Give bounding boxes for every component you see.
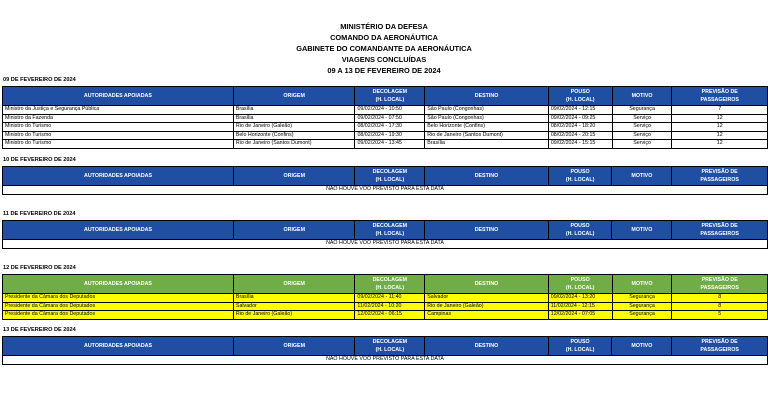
cell-decolagem: 09/02/2024 - 10:50 bbox=[355, 106, 425, 115]
cell-origem: Salvador bbox=[233, 302, 355, 311]
cell-decolagem: 11/02/2024 - 10:20 bbox=[355, 302, 425, 311]
cell-origem: Rio de Janeiro (Galeão) bbox=[233, 123, 355, 132]
cell-motivo: Serviço bbox=[612, 123, 672, 132]
section-date-label: 12 DE FEVEREIRO DE 2024 bbox=[3, 265, 76, 271]
cell-motivo: Segurança bbox=[612, 294, 672, 303]
flights-table bbox=[2, 220, 768, 249]
cell-origem: Brasília bbox=[233, 294, 355, 303]
cell-decolagem: 09/02/2024 - 11:40 bbox=[355, 294, 425, 303]
header-line-command: COMANDO DA AERONÁUTICA bbox=[330, 33, 438, 42]
col-previsao: PREVISÃO DE PASSAGEIROS bbox=[672, 167, 768, 186]
col-origem: ORIGEM bbox=[234, 221, 355, 240]
no-flight-message: NÃO HOUVE VOO PREVISTO PARA ESTA DATA bbox=[3, 186, 768, 195]
col-decolagem: DECOLAGEM (H. LOCAL) bbox=[355, 275, 425, 294]
document-header bbox=[0, 21, 768, 76]
cell-pouso: 09/02/2024 - 09:25 bbox=[548, 114, 612, 123]
col-destino: DESTINO bbox=[425, 275, 549, 294]
cell-passageiros: 5 bbox=[672, 311, 768, 320]
cell-destino: Salvador bbox=[425, 294, 549, 303]
cell-motivo: Segurança bbox=[612, 302, 672, 311]
col-decolagem: DECOLAGEM (H. LOCAL) bbox=[355, 221, 425, 240]
col-pouso: POUSO (H. LOCAL) bbox=[548, 275, 612, 294]
header-line-ministry: MINISTÉRIO DA DEFESA bbox=[340, 22, 428, 31]
col-decolagem: DECOLAGEM (H. LOCAL) bbox=[355, 87, 425, 106]
cell-destino: Brasília bbox=[425, 140, 549, 149]
col-autoridades: AUTORIDADES APOIADAS bbox=[3, 167, 234, 186]
col-origem: ORIGEM bbox=[233, 87, 355, 106]
section-date-label: 10 DE FEVEREIRO DE 2024 bbox=[3, 157, 76, 163]
table-header-row bbox=[3, 275, 768, 294]
cell-destino: Belo Horizonte (Confins) bbox=[425, 123, 549, 132]
col-motivo: MOTIVO bbox=[612, 87, 672, 106]
flights-table bbox=[2, 336, 768, 365]
col-origem: ORIGEM bbox=[234, 337, 355, 356]
cell-origem: Belo Horizonte (Confins) bbox=[233, 131, 355, 140]
table-row bbox=[3, 114, 768, 123]
col-pouso: POUSO (H. LOCAL) bbox=[548, 167, 612, 186]
table-row bbox=[3, 106, 768, 115]
table-header-row bbox=[3, 87, 768, 106]
cell-autoridade: Ministro da Justiça e Segurança Pública bbox=[3, 106, 234, 115]
cell-passageiros: 7 bbox=[672, 106, 768, 115]
cell-autoridade: Ministro do Turismo bbox=[3, 140, 234, 149]
cell-pouso: 12/02/2024 - 07:05 bbox=[548, 311, 612, 320]
col-origem: ORIGEM bbox=[233, 275, 355, 294]
col-decolagem: DECOLAGEM (H. LOCAL) bbox=[355, 337, 425, 356]
col-previsao: PREVISÃO DE PASSAGEIROS bbox=[672, 337, 768, 356]
cell-pouso: 09/02/2024 - 15:15 bbox=[548, 140, 612, 149]
flights-table bbox=[2, 274, 768, 320]
cell-autoridade: Ministro da Fazenda bbox=[3, 114, 234, 123]
section-date-label: 09 DE FEVEREIRO DE 2024 bbox=[3, 77, 76, 83]
cell-origem: Rio de Janeiro (Santos Dumont) bbox=[233, 140, 355, 149]
cell-autoridade: Ministro do Turismo bbox=[3, 123, 234, 132]
no-flight-message: NÃO HOUVE VOO PREVISTO PARA ESTA DATA bbox=[3, 240, 768, 249]
section-date-label: 11 DE FEVEREIRO DE 2024 bbox=[3, 211, 76, 217]
col-destino: DESTINO bbox=[425, 167, 548, 186]
col-pouso: POUSO (H. LOCAL) bbox=[548, 221, 612, 240]
table-row bbox=[3, 131, 768, 140]
col-autoridades: AUTORIDADES APOIADAS bbox=[3, 275, 234, 294]
col-previsao: PREVISÃO DE PASSAGEIROS bbox=[672, 275, 768, 294]
cell-pouso: 09/02/2024 - 12:15 bbox=[548, 106, 612, 115]
cell-passageiros: 12 bbox=[672, 114, 768, 123]
table-row bbox=[3, 123, 768, 132]
table-header-row bbox=[3, 167, 768, 186]
col-pouso: POUSO (H. LOCAL) bbox=[548, 87, 612, 106]
cell-destino: Rio de Janeiro (Galeão) bbox=[425, 302, 549, 311]
flights-table bbox=[2, 86, 768, 149]
cell-destino: Rio de Janeiro (Santos Dumont) bbox=[425, 131, 549, 140]
cell-autoridade: Presidente da Câmara dos Deputados bbox=[3, 302, 234, 311]
cell-passageiros: 12 bbox=[672, 131, 768, 140]
col-motivo: MOTIVO bbox=[612, 275, 672, 294]
cell-origem: Rio de Janeiro (Galeão) bbox=[233, 311, 355, 320]
col-autoridades: AUTORIDADES APOIADAS bbox=[3, 337, 234, 356]
cell-decolagem: 12/02/2024 - 06:15 bbox=[355, 311, 425, 320]
col-origem: ORIGEM bbox=[234, 167, 355, 186]
section-date-label: 13 DE FEVEREIRO DE 2024 bbox=[3, 327, 76, 333]
cell-pouso: 08/02/2024 - 20:15 bbox=[548, 131, 612, 140]
table-header-row bbox=[3, 337, 768, 356]
cell-decolagem: 08/02/2024 - 17:30 bbox=[355, 123, 425, 132]
table-row bbox=[3, 294, 768, 303]
col-motivo: MOTIVO bbox=[612, 337, 672, 356]
cell-decolagem: 09/02/2024 - 13:45 bbox=[355, 140, 425, 149]
table-row bbox=[3, 311, 768, 320]
cell-autoridade: Presidente da Câmara dos Deputados bbox=[3, 311, 234, 320]
col-autoridades: AUTORIDADES APOIADAS bbox=[3, 221, 234, 240]
cell-origem: Brasília bbox=[233, 114, 355, 123]
header-line-cabinet: GABINETE DO COMANDANTE DA AERONÁUTICA bbox=[296, 44, 472, 53]
col-motivo: MOTIVO bbox=[612, 167, 672, 186]
table-header-row bbox=[3, 221, 768, 240]
cell-passageiros: 12 bbox=[672, 140, 768, 149]
cell-autoridade: Ministro do Turismo bbox=[3, 131, 234, 140]
cell-motivo: Segurança bbox=[612, 311, 672, 320]
col-destino: DESTINO bbox=[425, 337, 548, 356]
cell-passageiros: 8 bbox=[672, 302, 768, 311]
cell-pouso: 09/02/2024 - 13:20 bbox=[548, 294, 612, 303]
cell-decolagem: 09/02/2024 - 07:50 bbox=[355, 114, 425, 123]
cell-motivo: Serviço bbox=[612, 114, 672, 123]
col-destino: DESTINO bbox=[425, 221, 548, 240]
cell-motivo: Segurança bbox=[612, 106, 672, 115]
col-previsao: PREVISÃO DE PASSAGEIROS bbox=[672, 87, 768, 106]
cell-destino: Campinas bbox=[425, 311, 549, 320]
cell-origem: Brasília bbox=[233, 106, 355, 115]
col-destino: DESTINO bbox=[425, 87, 549, 106]
cell-pouso: 08/02/2024 - 18:20 bbox=[548, 123, 612, 132]
header-line-period: 09 A 13 DE FEVEREIRO DE 2024 bbox=[327, 66, 441, 75]
flights-table bbox=[2, 166, 768, 195]
table-row bbox=[3, 140, 768, 149]
cell-autoridade: Presidente da Câmara dos Deputados bbox=[3, 294, 234, 303]
col-decolagem: DECOLAGEM (H. LOCAL) bbox=[355, 167, 425, 186]
col-previsao: PREVISÃO DE PASSAGEIROS bbox=[672, 221, 768, 240]
col-pouso: POUSO (H. LOCAL) bbox=[548, 337, 612, 356]
no-flight-message: NÃO HOUVE VOO PREVISTO PARA ESTA DATA bbox=[3, 356, 768, 365]
col-autoridades: AUTORIDADES APOIADAS bbox=[3, 87, 234, 106]
cell-motivo: Serviço bbox=[612, 140, 672, 149]
cell-destino: São Paulo (Congonhas) bbox=[425, 106, 549, 115]
cell-passageiros: 12 bbox=[672, 123, 768, 132]
cell-destino: São Paulo (Congonhas) bbox=[425, 114, 549, 123]
cell-decolagem: 08/02/2024 - 19:30 bbox=[355, 131, 425, 140]
cell-motivo: Serviço bbox=[612, 131, 672, 140]
cell-pouso: 11/02/2024 - 12:15 bbox=[548, 302, 612, 311]
cell-passageiros: 8 bbox=[672, 294, 768, 303]
col-motivo: MOTIVO bbox=[612, 221, 672, 240]
table-row bbox=[3, 302, 768, 311]
header-line-title: VIAGENS CONCLUÍDAS bbox=[341, 55, 427, 64]
